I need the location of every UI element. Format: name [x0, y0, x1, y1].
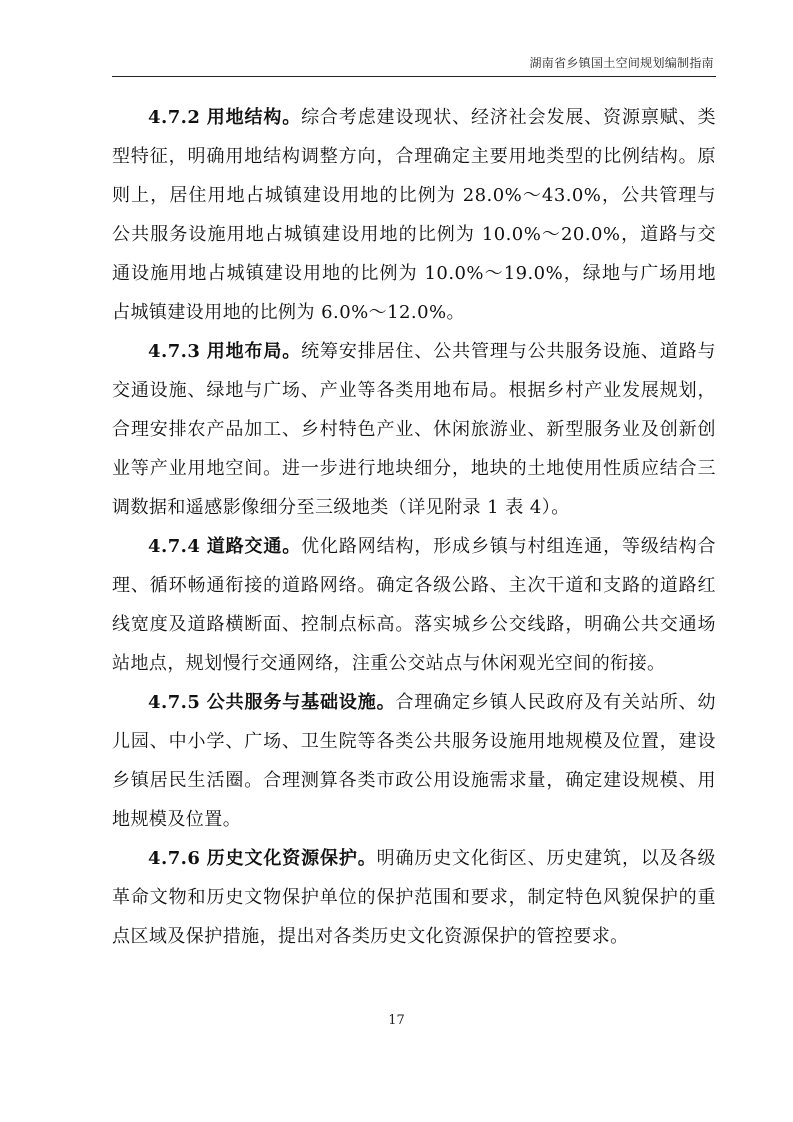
section-4-7-3: [112, 332, 716, 527]
section-number: 4.7.2: [148, 107, 201, 128]
section-body: 综合考虑建设现状、经济社会发展、资源禀赋、类型特征，明确用地结构调整方向，合理确定主要用地类型的比例结构。原则上，居住用地占城镇建设用地的比例为 28.0%～43.0%，公共管理与公共服务设施用地占城镇建设用地的比例为 10.0%～20.0%，道路与交通设施用地占城镇建设用地的比例为 10.0%～19.0%，绿地与广场用地占城镇建设用地的比例为 6.0%～12.0%。: [112, 107, 717, 323]
section-4-7-5: [112, 683, 716, 839]
section-4-7-6: [112, 839, 716, 956]
section-number: 4.7.6: [148, 848, 201, 869]
page-header: [112, 52, 716, 77]
section-heading: 历史文化资源保护。: [206, 848, 377, 869]
section-number: 4.7.5: [148, 692, 201, 713]
document-body: [112, 98, 716, 956]
section-4-7-2: [112, 98, 716, 332]
section-heading: 道路交通。: [206, 536, 302, 557]
section-number: 4.7.3: [148, 341, 201, 362]
section-heading: 公共服务与基础设施。: [206, 692, 396, 713]
section-number: 4.7.4: [148, 536, 201, 557]
section-body: 合理确定乡镇人民政府及有关站所、幼儿园、中小学、广场、卫生院等各类公共服务设施用地规模及位置，建设乡镇居民生活圈。合理测算各类市政公用设施需求量，确定建设规模、用地规模及位置。: [112, 692, 717, 830]
section-heading: 用地布局。: [206, 341, 302, 362]
section-body: 优化路网结构，形成乡镇与村组连通，等级结构合理、循环畅通衔接的道路网络。确定各级公路、主次干道和支路的道路红线宽度及道路横断面、控制点标高。落实城乡公交线路，明确公共交通场站地点，规划慢行交通网络，注重公交站点与休闲观光空间的衔接。: [112, 536, 717, 674]
header-title: 湖南省乡镇国土空间规划编制指南: [529, 56, 714, 70]
section-heading: 用地结构。: [206, 107, 302, 128]
section-body: 统筹安排居住、公共管理与公共服务设施、道路与交通设施、绿地与广场、产业等各类用地布局。根据乡村产业发展规划，合理安排农产品加工、乡村特色产业、休闲旅游业、新型服务业及创新创业等产业用地空间。进一步进行地块细分，地块的土地使用性质应结合三调数据和遥感影像细分至三级地类（详见附录 1 表 4）。: [112, 341, 717, 518]
section-4-7-4: [112, 527, 716, 683]
section-body: 明确历史文化街区、历史建筑，以及各级革命文物和历史文物保护单位的保护范围和要求，制定特色风貌保护的重点区域及保护措施，提出对各类历史文化资源保护的管控要求。: [112, 848, 716, 947]
page-number: 17: [388, 1013, 405, 1028]
